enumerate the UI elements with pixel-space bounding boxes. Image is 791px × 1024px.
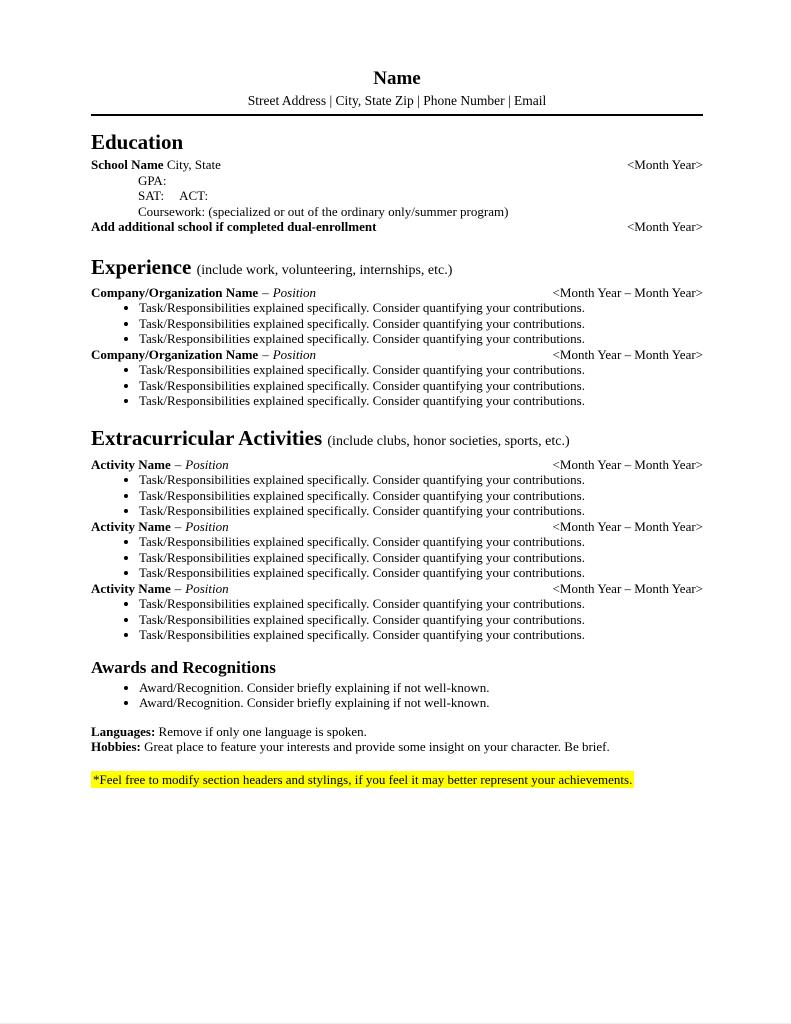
- position-title: Position: [185, 518, 229, 534]
- task-bullet: • Task/Responsibilities explained specifically. Consider quantifying your contributions.: [139, 362, 703, 378]
- additional-school-date: <Month Year>: [626, 219, 703, 234]
- header-divider: [91, 114, 703, 116]
- position-title: Position: [272, 346, 317, 362]
- task-bullet: • Task/Responsibilities explained specifically. Consider quantifying your contributions.: [139, 565, 703, 581]
- coursework-line: Coursework: (specialized or out of the ordinary only/summer program): [138, 203, 509, 219]
- awards-heading: Awards and Recognitions: [91, 657, 276, 677]
- languages-text: Remove if only one language is spoken.: [158, 723, 367, 739]
- experience-entry-header: [91, 347, 703, 363]
- misc-section: [91, 724, 703, 755]
- activity-title: [91, 581, 229, 597]
- experience-bullet-list: [91, 300, 703, 347]
- school-entry: [91, 157, 703, 173]
- activity-title: [91, 457, 229, 473]
- extracurricular-heading: [91, 426, 703, 454]
- school-location: City, State: [166, 157, 221, 172]
- activity-name: Activity Name: [91, 580, 171, 596]
- section-extracurricular: [91, 426, 703, 643]
- section-education: [91, 130, 703, 235]
- extracurricular-heading-note: (include clubs, honor societies, sports, etc.): [327, 433, 570, 449]
- dash-separator: –: [174, 518, 182, 534]
- experience-entry-header: [91, 285, 703, 301]
- task-bullet: • Task/Responsibilities explained specifically. Consider quantifying your contributions.: [139, 472, 703, 488]
- activity-name: Activity Name: [91, 518, 171, 534]
- entry-date: <Month Year – Month Year>: [552, 346, 703, 362]
- activity-bullet-list: [91, 596, 703, 643]
- task-bullet: • Task/Responsibilities explained specifically. Consider quantifying your contributions.: [139, 300, 703, 316]
- section-experience: [91, 255, 703, 409]
- activity-name: Activity Name: [91, 456, 171, 472]
- activity-bullet-list: [91, 472, 703, 519]
- languages-line: [91, 724, 703, 740]
- dash-separator: –: [174, 456, 182, 472]
- task-bullet: • Task/Responsibilities explained specifically. Consider quantifying your contributions.: [139, 550, 703, 566]
- activity-bullet-list: [91, 534, 703, 581]
- entry-date: <Month Year – Month Year>: [552, 518, 703, 534]
- award-bullet: • Award/Recognition. Consider briefly explaining if not well-known.: [139, 680, 703, 696]
- act-label: ACT:: [179, 188, 209, 203]
- activity-entry-header: [91, 581, 703, 597]
- company-name: Company/Organization Name: [91, 346, 259, 362]
- experience-heading-text: Experience: [91, 254, 192, 279]
- resume-header: [91, 68, 703, 116]
- gpa-line: GPA:: [138, 172, 167, 188]
- activity-title: [91, 519, 229, 535]
- entry-date: <Month Year – Month Year>: [552, 456, 703, 472]
- additional-school-line: [91, 219, 703, 235]
- languages-label: Languages:: [91, 723, 156, 739]
- sat-act-line: [91, 188, 703, 204]
- sat-label: SAT:: [138, 188, 165, 203]
- highlight-note: *Feel free to modify section headers and stylings, if you feel it may better represent your achievements.: [93, 771, 633, 787]
- experience-heading: [91, 255, 703, 283]
- position-title: Position: [185, 456, 229, 472]
- candidate-name: Name: [373, 68, 421, 89]
- school-title: [91, 157, 221, 173]
- task-bullet: • Task/Responsibilities explained specifically. Consider quantifying your contributions.: [139, 612, 703, 628]
- additional-school-text: Add additional school if completed dual-enrollment: [91, 219, 377, 234]
- company-title: [91, 347, 316, 363]
- company-title: [91, 285, 316, 301]
- task-bullet: • Task/Responsibilities explained specifically. Consider quantifying your contributions.: [139, 378, 703, 394]
- hobbies-label: Hobbies:: [91, 739, 141, 754]
- footer-note-line: [91, 772, 703, 788]
- task-bullet: • Task/Responsibilities explained specifically. Consider quantifying your contributions.: [139, 393, 703, 409]
- entry-date: <Month Year – Month Year>: [552, 580, 703, 596]
- activity-entry-header: [91, 457, 703, 473]
- school-date: <Month Year>: [626, 157, 703, 172]
- task-bullet: • Task/Responsibilities explained specifically. Consider quantifying your contributions.: [139, 488, 703, 504]
- hobbies-line: [91, 739, 703, 755]
- company-name: Company/Organization Name: [91, 284, 259, 300]
- position-title: Position: [185, 580, 229, 596]
- school-name: School Name: [91, 157, 164, 172]
- experience-bullet-list: [91, 362, 703, 409]
- dash-separator: –: [262, 284, 269, 300]
- section-awards: [91, 658, 703, 711]
- entry-date: <Month Year – Month Year>: [552, 284, 703, 300]
- extracurricular-heading-text: Extracurricular Activities: [91, 425, 323, 450]
- hobbies-text: Great place to feature your interests and provide some insight on your character. Be brief.: [144, 739, 610, 754]
- task-bullet: • Task/Responsibilities explained specifically. Consider quantifying your contributions.: [139, 331, 703, 347]
- position-title: Position: [272, 284, 317, 300]
- task-bullet: • Task/Responsibilities explained specifically. Consider quantifying your contributions.: [139, 316, 703, 332]
- dash-separator: –: [262, 346, 269, 362]
- experience-heading-note: (include work, volunteering, internships, etc.): [196, 262, 453, 278]
- contact-line: Street Address | City, State Zip | Phone Number | Email: [247, 93, 547, 108]
- education-heading: Education: [91, 130, 184, 154]
- awards-bullet-list: [91, 680, 703, 711]
- activity-entry-header: [91, 519, 703, 535]
- task-bullet: • Task/Responsibilities explained specifically. Consider quantifying your contributions.: [139, 627, 703, 643]
- task-bullet: • Task/Responsibilities explained specifically. Consider quantifying your contributions.: [139, 503, 703, 519]
- task-bullet: • Task/Responsibilities explained specifically. Consider quantifying your contributions.: [139, 596, 703, 612]
- dash-separator: –: [174, 580, 182, 596]
- task-bullet: • Task/Responsibilities explained specifically. Consider quantifying your contributions.: [139, 534, 703, 550]
- award-bullet: • Award/Recognition. Consider briefly explaining if not well-known.: [139, 695, 703, 711]
